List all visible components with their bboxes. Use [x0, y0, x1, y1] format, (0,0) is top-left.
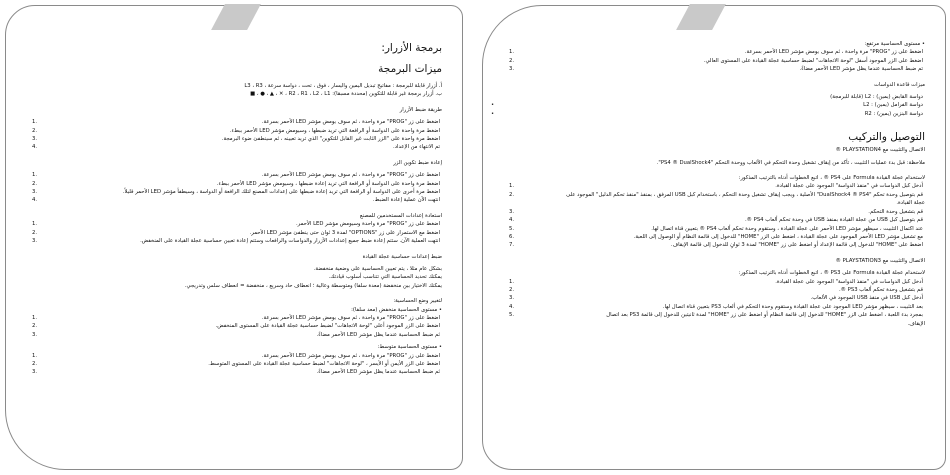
step-item: 2. قم بتشغيل وحدة تحكم ألعاب PS3 ®. — [509, 286, 923, 293]
step-item: 1. اضغط على زر "PROG" مرة واحدة ، ثم سوف يومض مؤشر LED الأحمر بسرعة. — [509, 49, 923, 56]
step-item: 2. اضغط مرة واحدة على الدواسة أو الرافعة التي تريد إعادة ضبطها ، وسيومض مؤشر LED الأحمر ببطء. — [32, 180, 440, 187]
section-heading: طريقة ضبط الأزرار — [399, 106, 442, 113]
paragraph-line: بشكل عام مثلا ، يتم تعيين الحساسية على وضعية منخفضة. — [313, 265, 442, 272]
step-item: 6. مع تشغيل مؤشر LED الأحمر الموجود على عجلة القيادة ، اضغط على الزر "HOME" للدخول إلى قائمة النظام أو الوصول إلى اللعبة. — [509, 233, 923, 240]
section-heading: لتغيير وضع الحساسية: — [393, 298, 442, 305]
install-title: التوصيل والتركيب — [848, 131, 925, 144]
pedal-item: • دواسة البنزين (يمين) : R2 — [491, 110, 923, 117]
step-item: 2. اضغط على الزر الموجود أعلى "لوحة الاتجاهات" لضبط حساسية عجلة القيادة على المستوى المنخفض. — [32, 323, 440, 330]
step-item: 5. عند اكتمال التثبيت ، سيظهر مؤشر LED الأحمر على عجلة القيادة ، وستقوم وحدة تحكم ألعاب PS4 ® بتعيين قناة اتصال لها. — [509, 225, 923, 232]
step-item: 1. اضغط على زر "PROG" مرة واحدة وسيومض مؤشر LED الأحمر. — [32, 221, 440, 228]
step-item: 3. انتهت العملية الآن. ستتم إعادة ضبط جميع إعدادات الأزرار والدواسات والرافعات وستتم إعادة تعيين حساسية عجلة القيادة على المنخفض. — [32, 238, 440, 245]
pedal-item: دواسة القابض (يمين) : L2 (قابلة للبرمجة) — [830, 94, 923, 101]
step-item: 5. بمجرد بدء اللعبة ، اضغط على الزر "HOME" للدخول إلى قائمة النظام أو اضغط على زر "HOME" لمدة ثانيتين للدخول إلى قائمة PS3 بعد اتصال — [509, 312, 923, 319]
step-item: 4. تم الانتهاء من الإعداد. — [32, 144, 440, 151]
step-item-continued: الإيقاف. — [907, 320, 925, 327]
step-item: 3. ثم ضبط الحساسية عندما يظل مؤشر LED الأحمر مضاءً. — [32, 369, 440, 376]
section-heading: إعادة ضبط تكوين الزر — [393, 159, 442, 166]
intro-line: ب. أزرار برمجة غير قابلة للتكوين (محددة مسبقا): R2 ، R1 ، L2 ، L1 ، ✕ ، ▲ ، ● ، ■ — [250, 91, 442, 98]
sub-heading: • مستوى الحساسية متوسط: — [377, 344, 442, 351]
manual-page-left — [5, 5, 463, 470]
step-item: 1. أدخل كبل الدواسات في "منفذ الدواسة" الموجود على عجلة القيادة. — [509, 278, 923, 285]
page-title: برمجة الأزرار: — [381, 42, 442, 54]
step-item: 3. أدخل كبل USB في منفذ USB الموجود في الألعاب. — [509, 295, 923, 302]
note-line: ملاحظة: قبل بدء عمليات التثبيت ، تأكد من إيقاف تشغيل وحدة التحكم في الألعاب ووحدة التحكم "PS4 ® DualShock4". — [656, 159, 925, 166]
step-item: 1. اضغط على زر "PROG" مرة واحدة ، ثم سوف يومض مؤشر LED الأحمر بسرعة. — [32, 119, 440, 126]
step-item: 3. اضغط مرة أخرى على الدواسة أو الرافعة التي تريد إعادة ضبطها على إعدادات المصنع لتلك الرافعة أو الدواسة ، وسيطفأ مؤشر LED الأحمر قليلاً. — [32, 189, 440, 196]
section-heading: الاتصال والتثبيت مع PLAYSTATION3 ® — [835, 257, 925, 264]
step-item: 1. اضغط على زر "PROG" مرة واحدة ، ثم سوف يومض مؤشر LED الأحمر بسرعة. — [32, 172, 440, 179]
step-item: 3. تم ضبط الحساسية عندما يظل مؤشر LED الأحمر مضاءً. — [509, 66, 923, 73]
sub-heading: • مستوى الحساسية منخفض (معد سلفا): — [351, 306, 442, 313]
step-item: 4. قم بتوصيل كبل USB من عجلة القيادة بمنفذ USB في وحدة تحكم ألعاب PS4 ®. — [509, 217, 923, 224]
section-heading: • مستوى الحساسية مرتفع: — [864, 41, 925, 47]
pedal-item: • دواسة الفرامل (يمين) : L2 — [491, 102, 923, 109]
step-item: 4. بعد التثبيت ، سيظهر مؤشر LED الموجود على عجلة القيادة وستقوم وحدة التحكم في ألعاب PS3 بتعيين قناة اتصال لها. — [509, 303, 923, 310]
step-item: 4. انتهت الآن عملية إعادة الضبط. — [32, 197, 440, 204]
step-item: 2. قم بتوصيل وحدة تحكم "DualShock4 ® PS4" الأصلية ، ويجب إيقاف تشغيل وحدة التحكم ، باستخدام كبل USB المرفق ، بمنفذ "منفذ تحكم الدليل" الموجود على — [509, 191, 923, 198]
section-heading: ميزات قاعدة الدواسات — [874, 81, 925, 88]
section-title: ميزات البرمجة — [378, 63, 442, 75]
step-item: 7. اضغط على "HOME" للدخول إلى قائمة الإعداد أو اضغط على زر "HOME" لمدة 3 ثوانٍ للدخول إلى قائمة الإيقاف. — [509, 242, 923, 249]
step-item: 2. اضغط مرة واحدة على الدواسة أو الرافعة التي تريد ضبطها ، وسيومض مؤشر LED الأحمر ببطء. — [32, 127, 440, 134]
step-item-continued: عجلة القيادة. — [896, 200, 925, 207]
page-tab-decoration — [676, 4, 726, 30]
step-item: 1. أدخل كبل الدواسات في "منفذ الدواسة" الموجود على عجلة القيادة. — [509, 183, 923, 190]
section-heading: الاتصال والتثبيت مع PLAYSTATION4 ® — [835, 147, 925, 154]
step-item: 2. اضغط على الزر الموجود أسفل "لوحة الاتجاهات" لضبط حساسية عجلة القيادة على المستوى العالي. — [509, 57, 923, 64]
intro-line: أ. أزرار قابلة للبرمجة : مفاتيح تبديل اليمين واليسار ، فوق ، تحت ، دواسة سرعة ، L3 ، R3 — [244, 83, 442, 89]
left-page-content — [34, 36, 442, 377]
step-item: 1. اضغط على زر "PROG" مرة واحدة ، ثم سوف يومض مؤشر LED الأحمر بسرعة. — [32, 352, 440, 359]
step-item: 1. اضغط على زر "PROG" مرة واحدة ، ثم سوف يومض مؤشر LED الأحمر بسرعة. — [32, 314, 440, 321]
step-item: 3. قم بتشغيل وحدة التحكم. — [509, 208, 923, 215]
section-heading: استعادة إعدادات المستخدمين للمصنع — [359, 212, 442, 219]
step-item: 2. اضغط على الزر الأيمن أو الأيسر ، "لوحة الاتجاهات" لضبط حساسية عجلة القيادة على المستوى المتوسط. — [32, 360, 440, 367]
paragraph-line: يمكنك تحديد الحساسية التي تتناسب أسلوب قيادتك. — [328, 274, 442, 281]
manual-page-right — [482, 5, 946, 470]
intro-line: لاستخدام عجلة القيادة Formula على PS4 ® ، اتبع الخطوات أدناه بالترتيب المذكور: — [738, 175, 925, 182]
step-item: 2. اضغط مع الاستمرار على زر "OPTIONS" لمدة 3 ثوان حتى ينطفئ مؤشر LED الأحمر. — [32, 229, 440, 236]
step-item: 3. اضغط مرة واحدة على "الزر الثابت غير القابل للتكوين" الذي تريد تعيينه ، ثم سينطفئ ضوء البرمجة. — [32, 136, 440, 143]
right-page-content — [491, 40, 925, 328]
intro-line: لاستخدام عجلة القيادة Formula على PS3 ® ، اتبع الخطوات أدناه بالترتيب المذكور: — [738, 270, 925, 277]
page-tab-decoration — [211, 4, 261, 30]
step-item: 3. ثم ضبط الحساسية عندما يظل مؤشر LED الأحمر مضاءً. — [32, 331, 440, 338]
paragraph-line: يمكنك الاختيار بين منخفضة (معدة سلفا) ومتوسطة وعالية ؛ انعطاف حاد وسريع ، منخفضة = انعطاف سلس وتدريجي. — [184, 282, 442, 289]
section-heading: ضبط إعدادات حساسية عجلة القيادة — [362, 253, 442, 260]
